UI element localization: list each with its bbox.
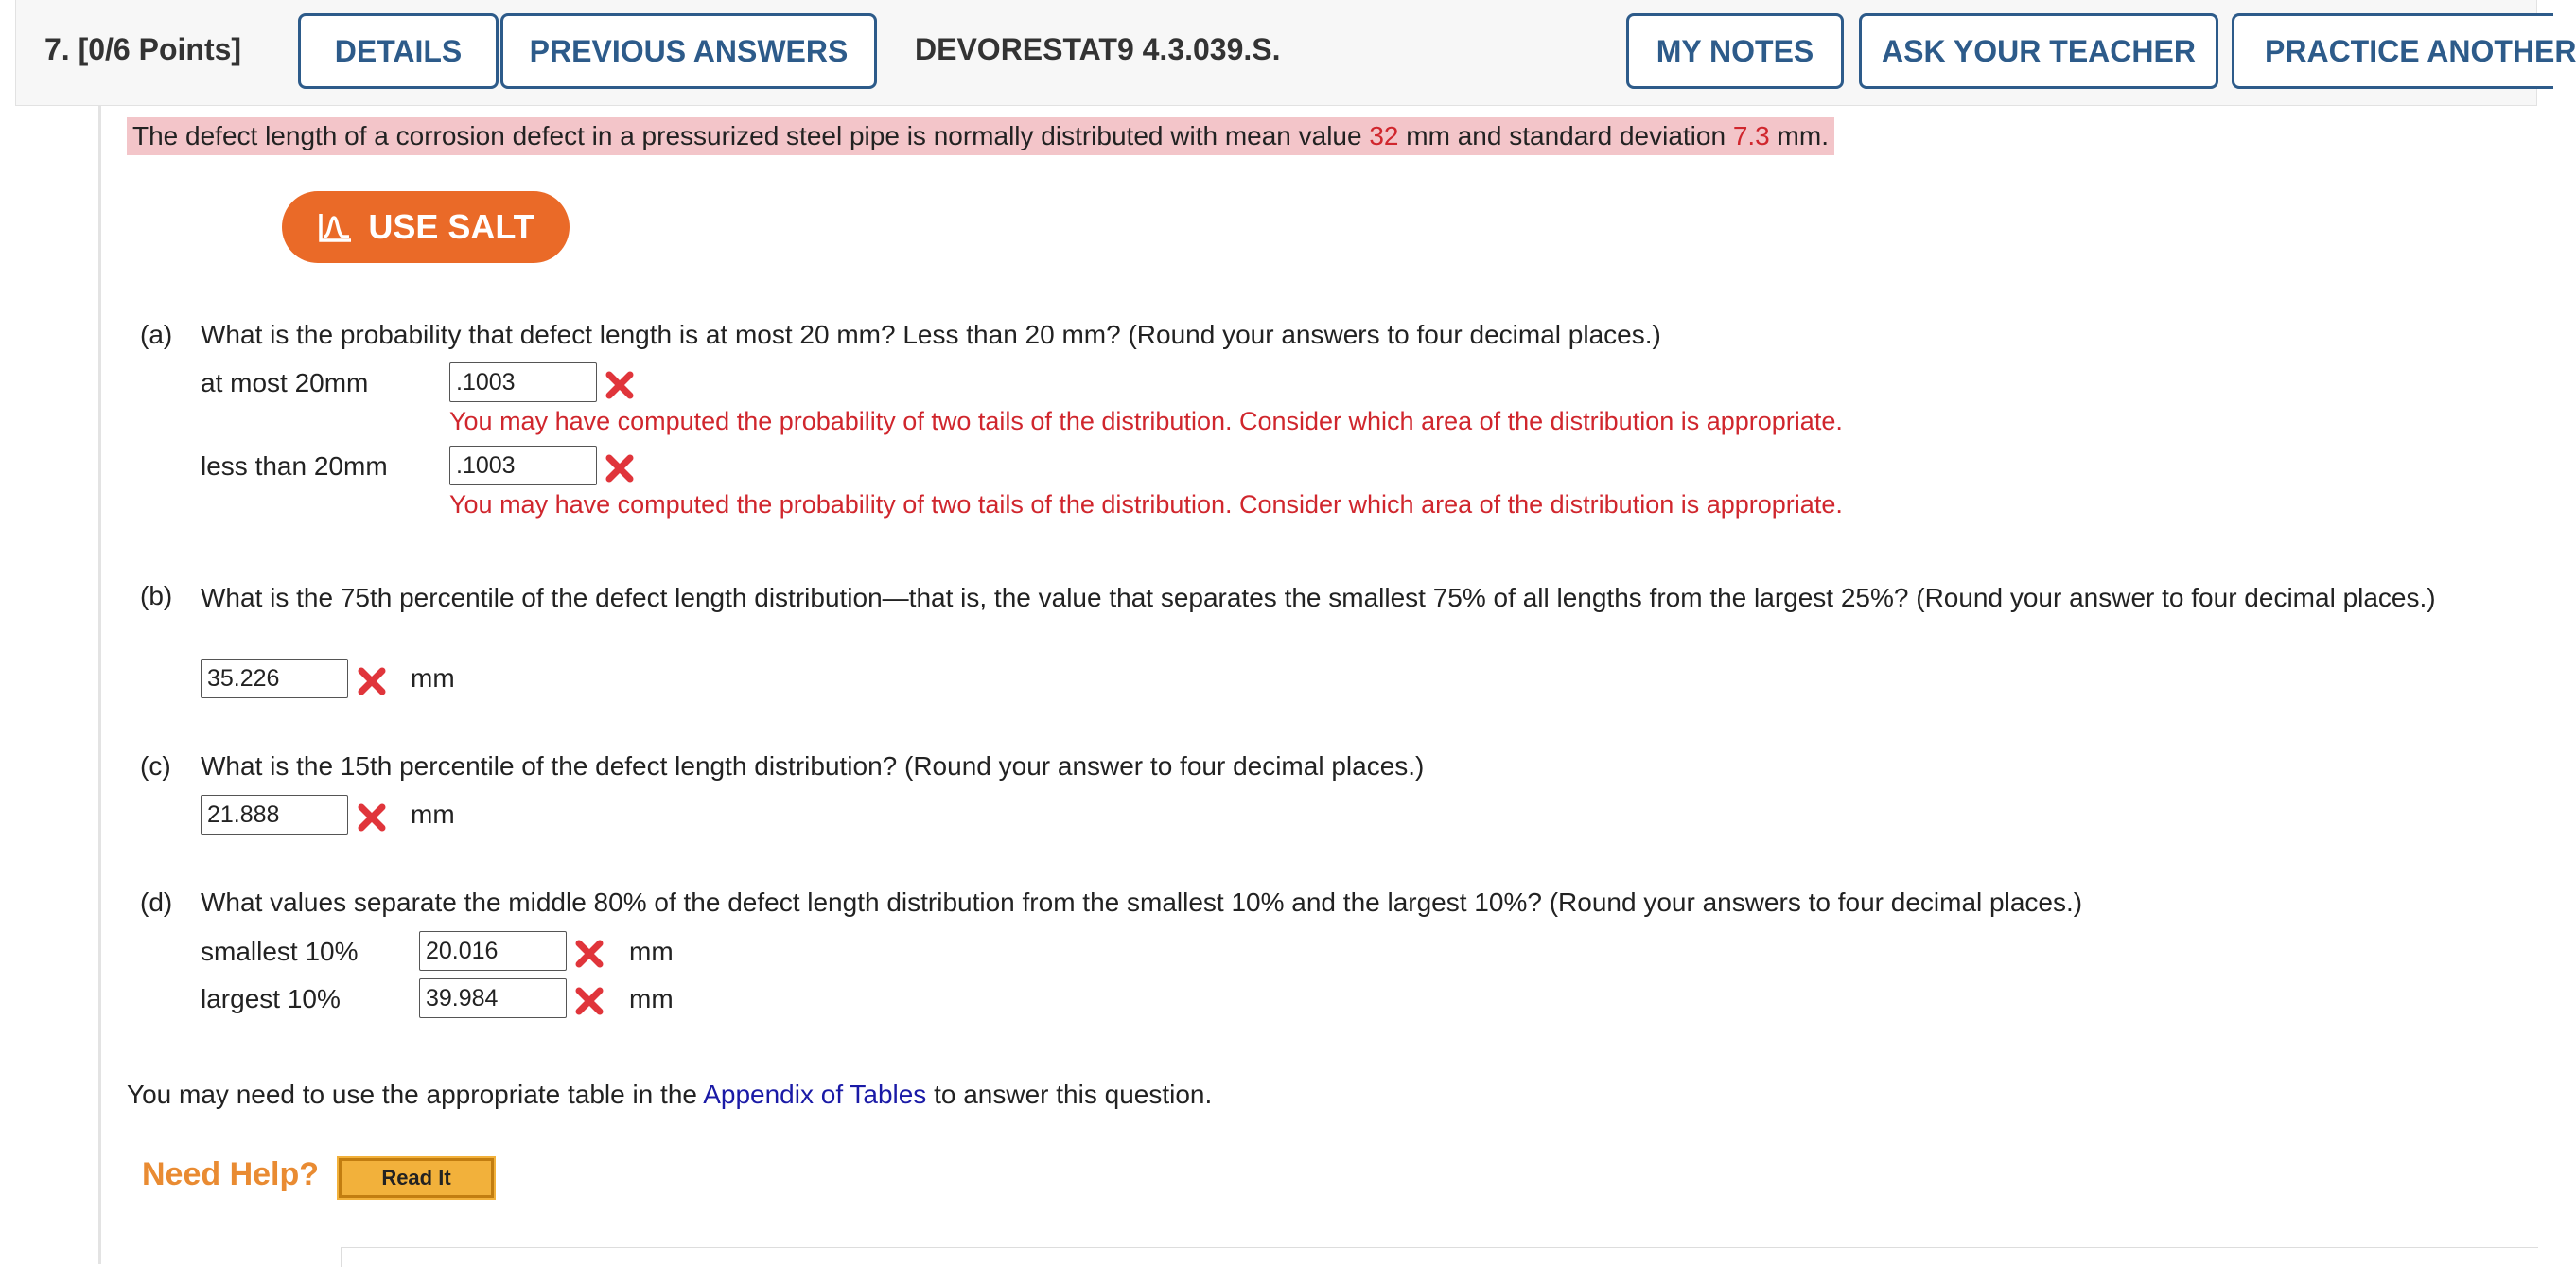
at-most-feedback: You may have computed the probability of two tails of the distribution. Consider which area of the distribution is appropriate.: [449, 407, 1843, 435]
points-badge: [0/6 Points]: [78, 32, 242, 66]
part-b-letter: (b): [140, 581, 173, 610]
part-c-letter: (c): [140, 751, 171, 781]
part-d-letter: (d): [140, 888, 173, 917]
smallest-unit: mm: [629, 937, 674, 966]
part-d-question: What values separate the middle 80% of the defect length distribution from the smallest 10% and the largest 10%? (Round your answers to four decimal places.): [201, 888, 2083, 917]
problem-code: DEVORESTAT9 4.3.039.S.: [915, 32, 1281, 66]
incorrect-icon: [604, 452, 636, 484]
sd-value: 7.3: [1732, 121, 1770, 150]
smallest-10-input[interactable]: [419, 931, 567, 971]
incorrect-icon: [604, 369, 636, 401]
percentile-15-input[interactable]: [201, 795, 348, 835]
largest-unit: mm: [629, 984, 674, 1013]
part-a-question: What is the probability that defect length is at most 20 mm? Less than 20 mm? (Round your answers to four decimal places.): [201, 320, 1661, 349]
less-than-label: less than 20mm: [201, 451, 388, 481]
part-c-unit: mm: [411, 800, 455, 829]
practice-another-button[interactable]: PRACTICE ANOTHER: [2232, 13, 2553, 89]
incorrect-icon: [573, 938, 605, 970]
use-salt-button[interactable]: [282, 191, 570, 263]
part-a-letter: (a): [140, 320, 173, 349]
problem-statement: The defect length of a corrosion defect in a pressurized steel pipe is normally distributed with mean value 32 mm and standard deviation 7.3 mm.: [127, 117, 1834, 155]
largest-label: largest 10%: [201, 984, 341, 1013]
ask-your-teacher-button[interactable]: ASK YOUR TEACHER: [1859, 13, 2218, 89]
read-it-button[interactable]: Read It: [339, 1158, 494, 1198]
part-c-question: What is the 15th percentile of the defect length distribution? (Round your answer to four decimal places.): [201, 751, 1425, 781]
question-number: 7. [0/6 Points]: [44, 32, 242, 66]
incorrect-icon: [356, 665, 388, 697]
question-rail: [98, 106, 101, 1264]
percentile-75-input[interactable]: [201, 659, 348, 698]
use-salt-label: USE SALT: [368, 207, 534, 246]
previous-answers-button[interactable]: PREVIOUS ANSWERS: [500, 13, 877, 89]
smallest-label: smallest 10%: [201, 937, 359, 966]
mean-value: 32: [1369, 121, 1399, 150]
at-most-label: at most 20mm: [201, 368, 369, 397]
salt-chart-icon: [317, 210, 355, 244]
appendix-of-tables-link[interactable]: Appendix of Tables: [703, 1080, 927, 1109]
part-b-question: What is the 75th percentile of the defect length distribution—that is, the value that separates the smallest 75% of all lengths from the largest 25%? (Round your answer to four decimal places.): [201, 583, 2436, 612]
part-b-unit: mm: [411, 663, 455, 693]
incorrect-icon: [573, 985, 605, 1017]
incorrect-icon: [356, 801, 388, 834]
appendix-note: You may need to use the appropriate table in the Appendix of Tables to answer this question.: [127, 1080, 1213, 1109]
largest-10-input[interactable]: [419, 978, 567, 1018]
less-than-input[interactable]: [449, 446, 597, 485]
my-notes-button[interactable]: MY NOTES: [1626, 13, 1844, 89]
at-most-input[interactable]: [449, 362, 597, 402]
bottom-panel-edge: [341, 1247, 2538, 1267]
need-help-label: Need Help?: [142, 1156, 320, 1192]
question-header: [15, 0, 2576, 106]
less-than-feedback: You may have computed the probability of two tails of the distribution. Consider which area of the distribution is appropriate.: [449, 490, 1843, 519]
details-button[interactable]: DETAILS: [298, 13, 499, 89]
